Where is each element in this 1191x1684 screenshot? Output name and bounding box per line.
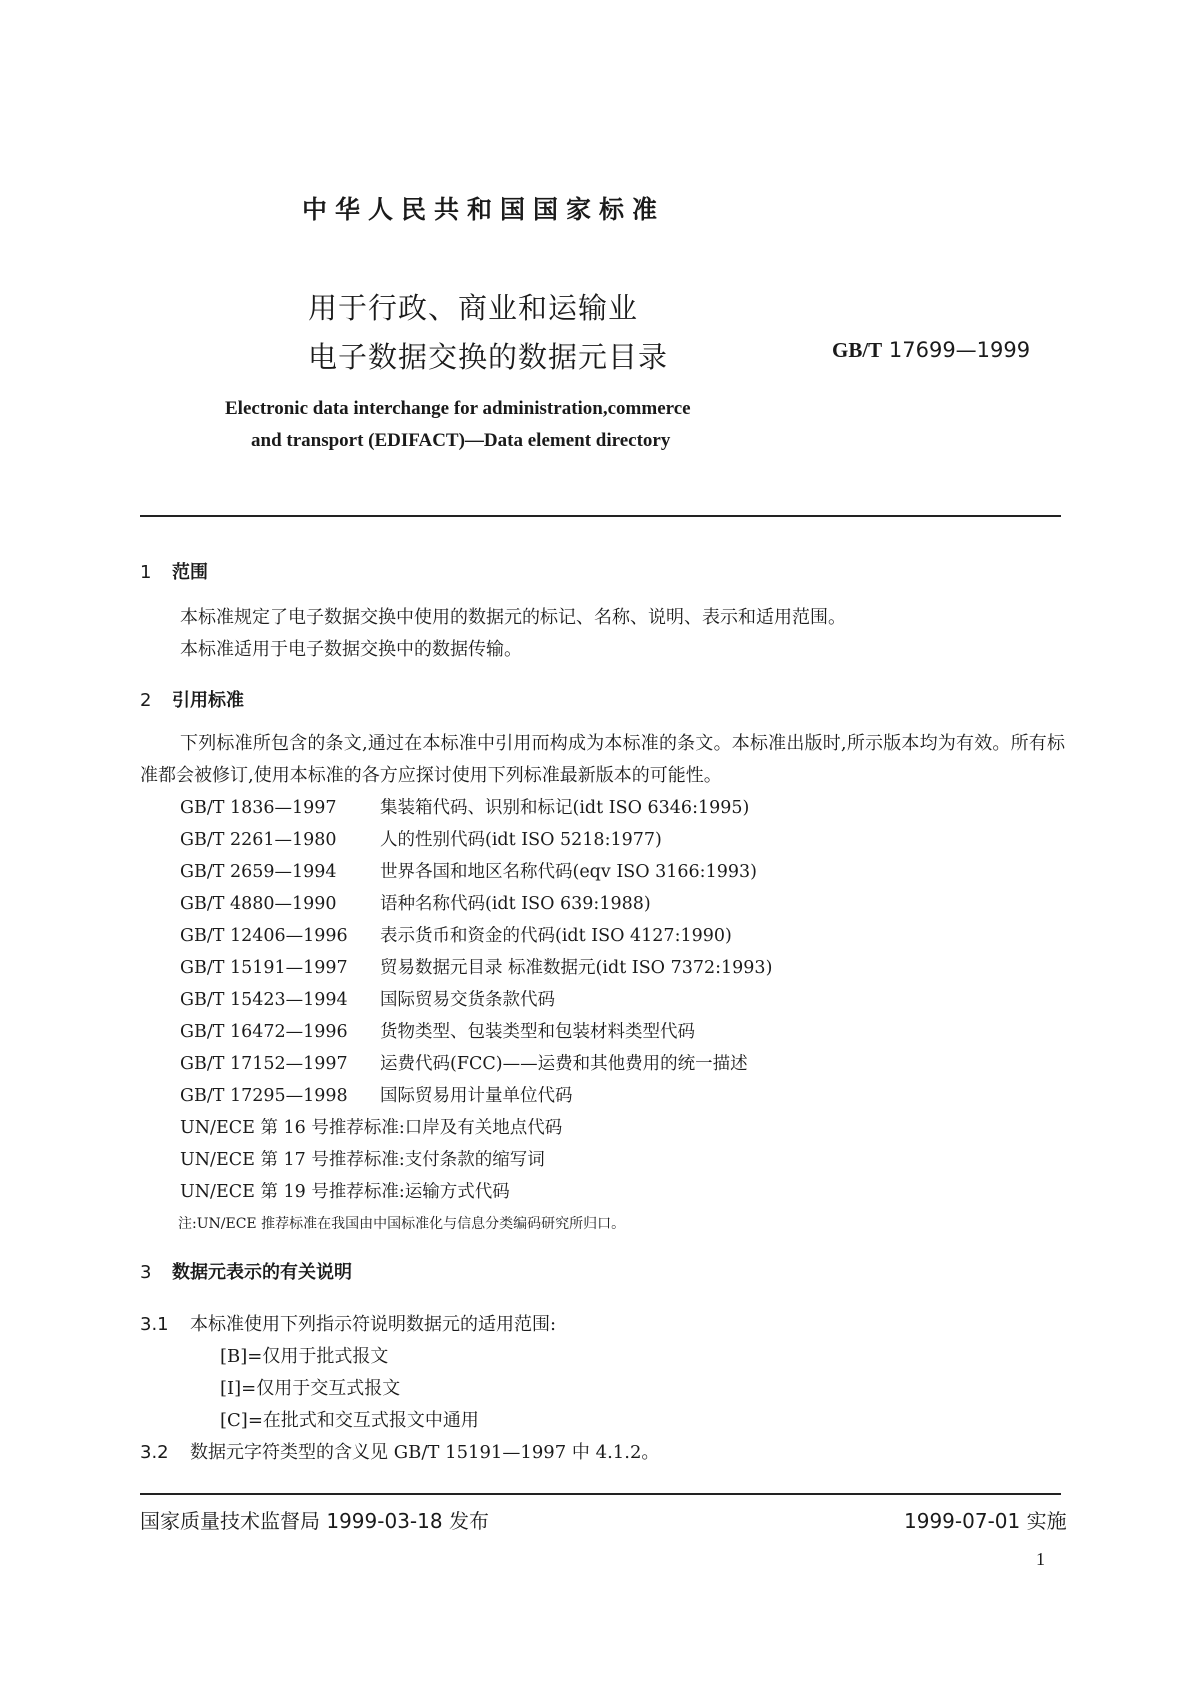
national-standard-heading: 中华人民共和国国家标准 xyxy=(302,195,666,224)
reference-item: GB/T 17152—1997 运费代码(FCC)——运费和其他费用的统一描述 xyxy=(180,1054,748,1074)
reference-item: GB/T 17295—1998 国际贸易用计量单位代码 xyxy=(180,1086,573,1106)
section-3-title: 数据元表示的有关说明 xyxy=(172,1262,352,1283)
english-title-line-2: and transport (EDIFACT)—Data element directory xyxy=(251,430,671,451)
standard-code xyxy=(832,338,1030,363)
title-line-2: 电子数据交换的数据元目录 xyxy=(308,340,669,374)
standard-code-number: 17699—1999 xyxy=(888,338,1031,362)
reference-item: GB/T 15423—1994 国际贸易交货条款代码 xyxy=(180,990,555,1010)
reference-item: GB/T 16472—1996 货物类型、包装类型和包装材料类型代码 xyxy=(180,1022,695,1042)
unece-item: UN/ECE 第 17 号推荐标准:支付条款的缩写词 xyxy=(180,1150,545,1170)
section-1-para-1: 本标准规定了电子数据交换中使用的数据元的标记、名称、说明、表示和适用范围。 xyxy=(180,607,846,628)
section-3-heading xyxy=(140,1258,352,1284)
title-line-1: 用于行政、商业和运输业 xyxy=(308,291,639,325)
section-2-title: 引用标准 xyxy=(172,690,244,711)
reference-item: GB/T 2261—1980 人的性别代码(idt ISO 5218:1977) xyxy=(180,830,662,850)
unece-item: UN/ECE 第 19 号推荐标准:运输方式代码 xyxy=(180,1182,510,1202)
clause-3-1-number: 3.1 xyxy=(140,1314,169,1335)
section-3-number: 3 xyxy=(140,1262,152,1283)
clause-3-2 xyxy=(140,1438,659,1464)
standard-code-prefix: GB/T xyxy=(832,338,883,362)
clause-3-2-number: 3.2 xyxy=(140,1442,169,1463)
section-1-number: 1 xyxy=(140,562,152,583)
reference-note: 注:UN/ECE 推荐标准在我国由中国标准化与信息分类编码研究所归口。 xyxy=(178,1216,626,1232)
implementation-date: 1999-07-01 实施 xyxy=(904,1509,1067,1533)
reference-item: GB/T 1836—1997 集装箱代码、识别和标记(idt ISO 6346:1995) xyxy=(180,798,750,818)
page-number: 1 xyxy=(1036,1549,1045,1569)
section-2-number: 2 xyxy=(140,690,152,711)
issue-date: 国家质量技术监督局 1999-03-18 发布 xyxy=(140,1509,489,1533)
section-2-heading xyxy=(140,686,244,712)
clause-3-1 xyxy=(140,1310,556,1336)
reference-item: GB/T 15191—1997 贸易数据元目录 标准数据元(idt ISO 7372:1993) xyxy=(180,958,773,978)
clause-3-1-text: 本标准使用下列指示符说明数据元的适用范围: xyxy=(190,1314,557,1335)
section-1-heading xyxy=(140,558,208,584)
bottom-divider xyxy=(140,1493,1061,1495)
section-1-para-2: 本标准适用于电子数据交换中的数据传输。 xyxy=(180,639,522,660)
reference-item: GB/T 2659—1994 世界各国和地区名称代码(eqv ISO 3166:1993) xyxy=(180,862,757,882)
reference-list xyxy=(180,792,772,1208)
section-2-intro: 下列标准所包含的条文,通过在本标准中引用而构成为本标准的条文。本标准出版时,所示版本均为有效。所有标准都会被修订,使用本标准的各方应探讨使用下列标准最新版本的可能性。 xyxy=(140,733,1065,786)
section-1-title: 范围 xyxy=(172,562,208,583)
clause-3-2-text: 数据元字符类型的含义见 GB/T 15191—1997 中 4.1.2。 xyxy=(190,1442,660,1463)
indicator-c: [C]=在批式和交互式报文中通用 xyxy=(220,1410,479,1431)
indicator-i: [I]=仅用于交互式报文 xyxy=(220,1378,401,1399)
english-title-line-1: Electronic data interchange for administration,commerce xyxy=(225,398,691,419)
unece-item: UN/ECE 第 16 号推荐标准:口岸及有关地点代码 xyxy=(180,1118,563,1138)
reference-item: GB/T 4880—1990 语种名称代码(idt ISO 639:1988) xyxy=(180,894,651,914)
indicator-b: [B]=仅用于批式报文 xyxy=(220,1346,389,1367)
top-divider xyxy=(140,515,1061,517)
reference-item: GB/T 12406—1996 表示货币和资金的代码(idt ISO 4127:1990) xyxy=(180,926,732,946)
